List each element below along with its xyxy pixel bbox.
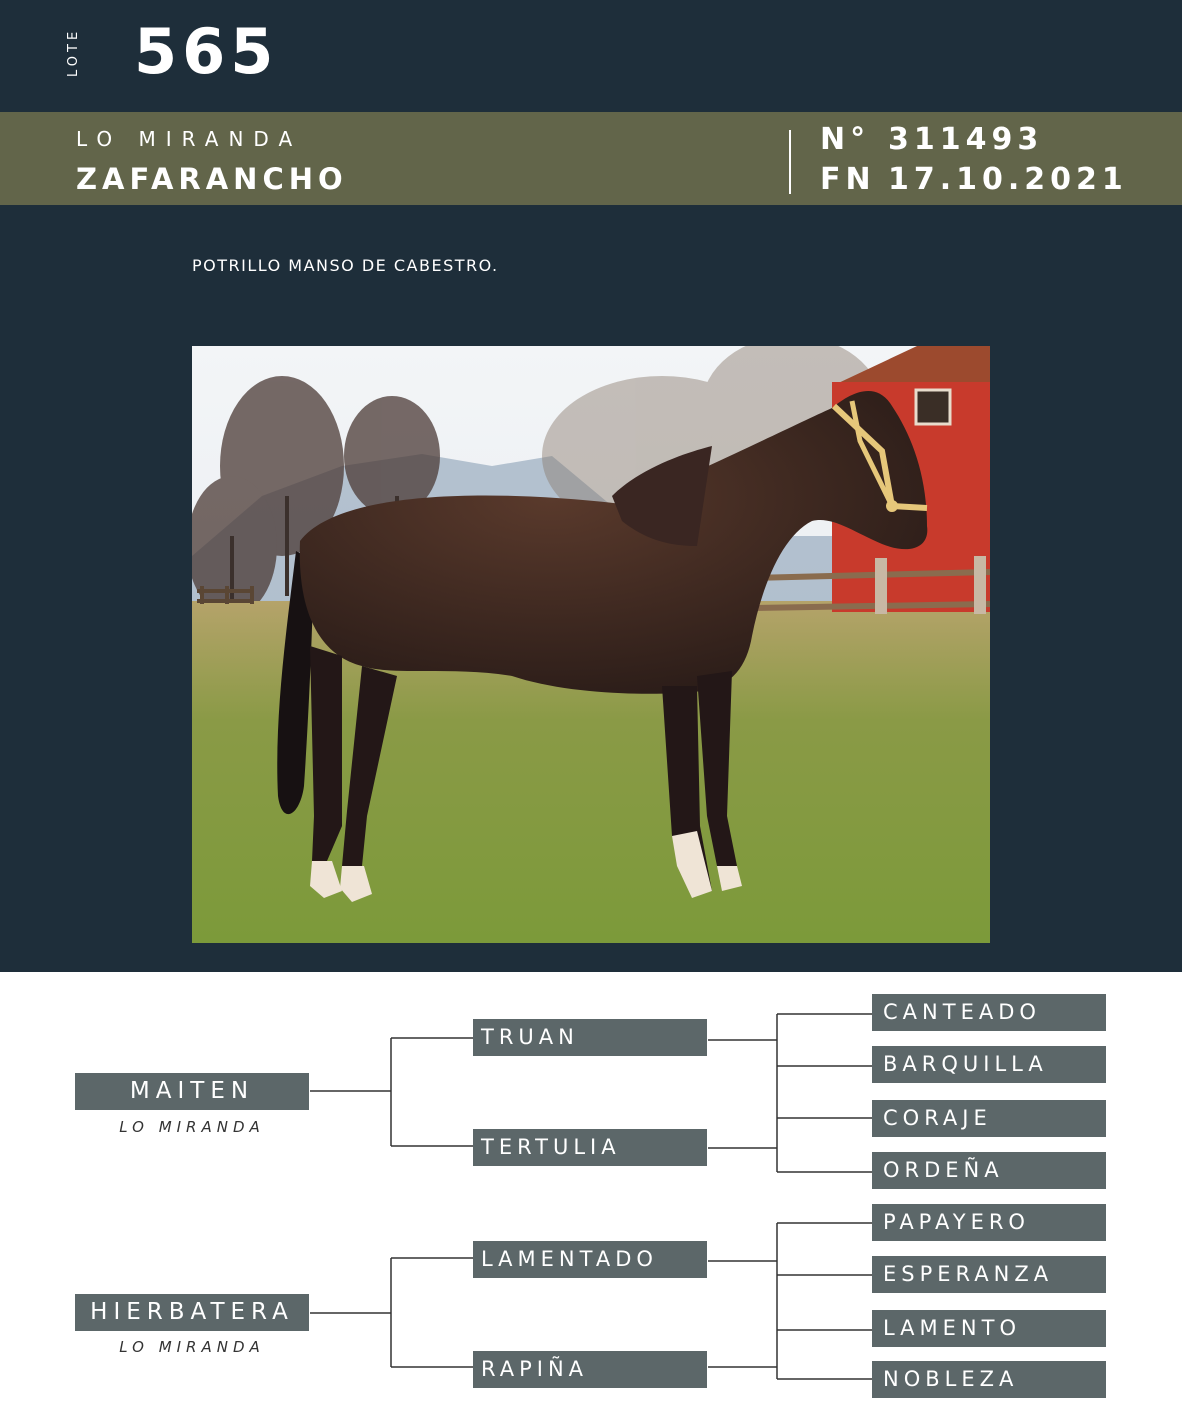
sire-dam-name: TERTULIA [473,1129,707,1166]
great-grandparent: ORDEÑA [872,1152,1106,1189]
dam-dam-name: RAPIÑA [473,1351,707,1388]
great-grandparent: ESPERANZA [872,1256,1106,1293]
dam-sire-name: LAMENTADO [473,1241,707,1278]
registration-label: N° [820,122,871,157]
birth-date-label: FN [820,162,876,197]
registration-number: 311493 [888,122,1044,157]
great-grandparent: PAPAYERO [872,1204,1106,1241]
lote-label: LOTE [66,27,81,77]
pedigree-chart [0,972,1182,1418]
great-grandparent: CANTEADO [872,994,1106,1031]
dam-breeder: LO MIRANDA [119,1338,265,1356]
sire-breeder: LO MIRANDA [119,1118,265,1136]
sire-sire-name: TRUAN [473,1019,707,1056]
great-grandparent: LAMENTO [872,1310,1106,1347]
registration-row [820,122,1044,157]
horse-photo [192,346,990,943]
birth-date-row [820,162,1128,197]
dam-name: HIERBATERA [75,1294,309,1331]
band-divider [789,130,791,194]
great-grandparent: BARQUILLA [872,1046,1106,1083]
horse-name: ZAFARANCHO [76,162,348,196]
great-grandparent: NOBLEZA [872,1361,1106,1398]
breeder-name: LO MIRANDA [76,127,303,151]
birth-date: 17.10.2021 [888,162,1128,197]
lot-description: POTRILLO MANSO DE CABESTRO. [192,256,499,275]
lot-number: 565 [134,15,279,88]
sire-name: MAITEN [75,1073,309,1110]
great-grandparent: CORAJE [872,1100,1106,1137]
